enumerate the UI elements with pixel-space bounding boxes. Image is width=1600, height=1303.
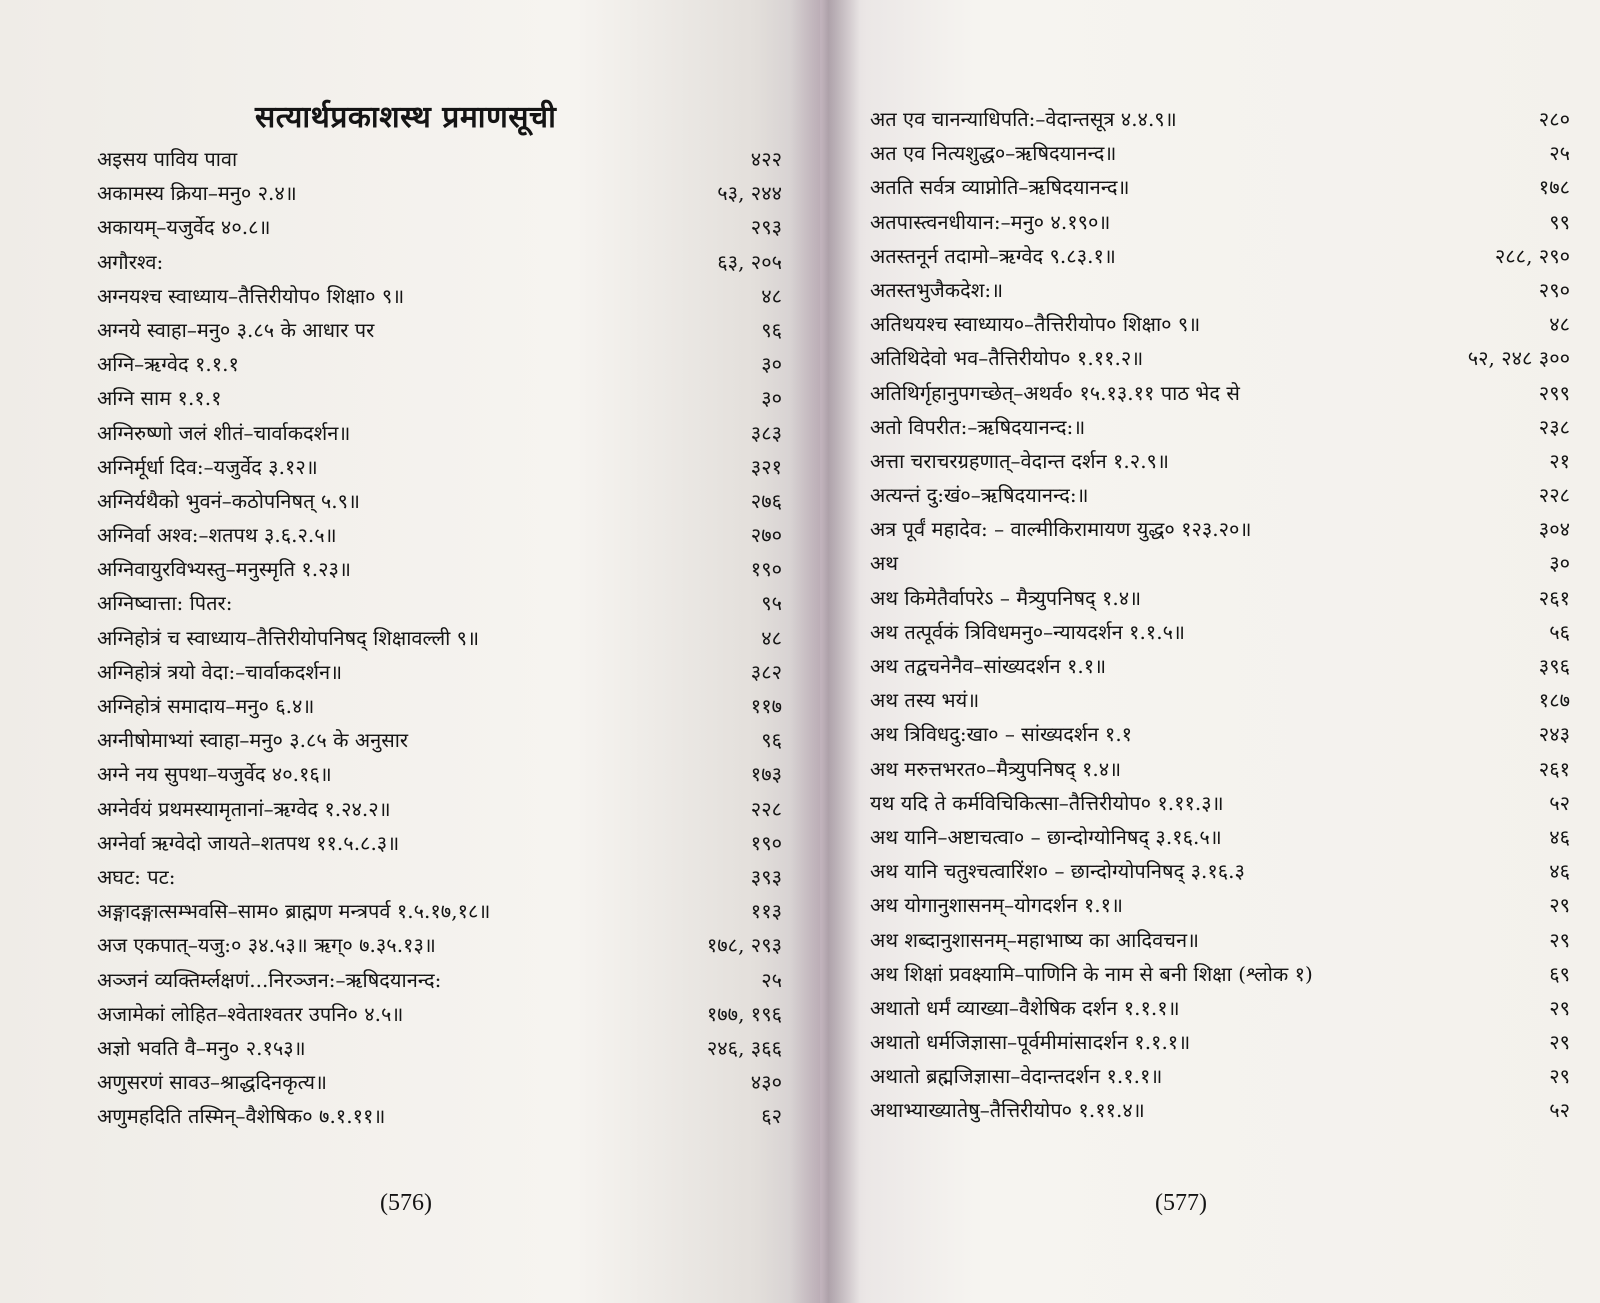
entry-page-numbers: ९६ xyxy=(761,728,782,753)
entry-page-numbers: ३० xyxy=(761,386,782,411)
index-entry xyxy=(870,273,1570,307)
left-entry-list xyxy=(97,142,782,1133)
index-entry xyxy=(97,347,782,381)
entry-text: अघट: पट: xyxy=(97,864,176,889)
entry-page-numbers: ३०४ xyxy=(1538,517,1570,542)
index-entry xyxy=(870,854,1570,888)
entry-page-numbers: २९० xyxy=(1538,277,1570,302)
entry-page-numbers: २१ xyxy=(1549,448,1570,473)
index-entry xyxy=(97,689,782,723)
entry-text: अत्ता चराचरग्रहणात्–वेदान्त दर्शन १.२.९॥ xyxy=(870,448,1169,473)
index-entry xyxy=(870,1025,1570,1059)
entry-page-numbers: ३८३ xyxy=(750,420,782,445)
index-entry xyxy=(97,552,782,586)
index-entry xyxy=(97,1031,782,1065)
entry-text: अज्ञो भवति वै–मनु० २.१५३॥ xyxy=(97,1035,306,1060)
entry-page-numbers: २९ xyxy=(1549,927,1570,952)
index-entry xyxy=(97,245,782,279)
entry-page-numbers: ११७ xyxy=(750,694,782,718)
entry-page-numbers: २९९ xyxy=(1538,380,1570,405)
entry-page-numbers: २५ xyxy=(761,967,782,992)
index-entry xyxy=(97,450,782,484)
entry-page-numbers: ४३० xyxy=(750,1070,782,1095)
entry-page-numbers: ५२ xyxy=(1549,790,1570,815)
entry-text: अत एव चानन्याधिपति:–वेदान्तसूत्र ४.४.९॥ xyxy=(870,107,1177,131)
entry-text: अतो विपरीत:–ऋषिदयानन्द:॥ xyxy=(870,414,1086,439)
entry-page-numbers: २३८ xyxy=(1538,414,1570,439)
entry-text: अग्निर्वा अश्व:–शतपथ ३.६.२.५॥ xyxy=(97,523,337,548)
entry-page-numbers: ६३, २०५ xyxy=(717,249,782,274)
right-page-number: (577) xyxy=(1155,1190,1207,1216)
entry-text: अथ तत्पूर्वकं त्रिविधमनु०–न्यायदर्शन १.१.५॥ xyxy=(870,619,1185,644)
index-entry xyxy=(97,1099,782,1133)
index-entry xyxy=(97,210,782,244)
entry-page-numbers: ४६ xyxy=(1549,859,1570,884)
entry-page-numbers: २२८ xyxy=(750,796,782,821)
index-entry xyxy=(97,1065,782,1099)
entry-text: अतति सर्वत्र व्याप्नोति–ऋषिदयानन्द॥ xyxy=(870,175,1130,200)
entry-page-numbers: १९० xyxy=(750,830,782,855)
entry-page-numbers: २९ xyxy=(1549,1030,1570,1055)
entry-text: अग्निवायुरविभ्यस्तु–मनुस्मृति १.२३॥ xyxy=(97,557,351,582)
entry-page-numbers: २२८ xyxy=(1538,483,1570,508)
entry-text: अग्नयश्च स्वाध्याय–तैत्तिरीयोप० शिक्षा० ९॥ xyxy=(97,283,405,308)
entry-page-numbers: २७० xyxy=(750,523,782,548)
entry-text: अकामस्य क्रिया–मनु० २.४॥ xyxy=(97,181,297,206)
index-entry xyxy=(870,205,1570,239)
index-entry xyxy=(870,376,1570,410)
entry-page-numbers: २८८, २९० xyxy=(1494,243,1570,268)
index-entry xyxy=(97,381,782,415)
entry-page-numbers: ६९ xyxy=(1549,961,1570,986)
entry-text: अथ तस्य भयं॥ xyxy=(870,688,980,713)
entry-text: अथाभ्याख्यातेषु–तैत्तिरीयोप० १.११.४॥ xyxy=(870,1098,1145,1123)
entry-page-numbers: ५२ xyxy=(1549,1098,1570,1123)
entry-page-numbers: ४८ xyxy=(761,625,782,650)
entry-page-numbers: ५३, २४४ xyxy=(717,181,782,206)
entry-page-numbers: २९ xyxy=(1549,1064,1570,1089)
entry-page-numbers: २९ xyxy=(1549,995,1570,1020)
entry-text: अत्र पूर्वं महादेव: – वाल्मीकिरामायण युद्ध० १२३.२०॥ xyxy=(870,517,1252,542)
entry-text: अतिथिदेवो भव–तैत्तिरीयोप० १.११.२॥ xyxy=(870,346,1144,371)
entry-text: अतपास्त्वनधीयान:–मनु० ४.१९०॥ xyxy=(870,209,1111,234)
index-entry xyxy=(870,102,1570,136)
entry-page-numbers: ३९६ xyxy=(1538,654,1570,678)
entry-page-numbers: १८७ xyxy=(1538,688,1570,713)
index-entry xyxy=(97,586,782,620)
index-entry xyxy=(97,416,782,450)
entry-text: अतिथिर्गृहानुपगच्छेत्–अथर्व० १५.१३.११ पाठ भेद से xyxy=(870,380,1240,405)
entry-text: अग्निहोत्रं च स्वाध्याय–तैत्तिरीयोपनिषद् शिक्षावल्ली ९॥ xyxy=(97,625,480,650)
entry-text: अग्निहोत्रं समादाय–मनु० ६.४॥ xyxy=(97,694,315,718)
entry-text: अथ तद्वचनेनैव–सांख्यदर्शन १.१॥ xyxy=(870,654,1107,678)
index-entry xyxy=(870,478,1570,512)
entry-text: यथ यदि ते कर्मविचिकित्सा–तैत्तिरीयोप० १.११.३॥ xyxy=(870,790,1224,815)
entry-text: अथ xyxy=(870,551,899,576)
entry-text: अग्नि साम १.१.१ xyxy=(97,386,222,411)
entry-text: अग्नीषोमाभ्यां स्वाहा–मनु० ३.८५ के अनुसार xyxy=(97,728,409,753)
entry-text: अथ शब्दानुशासनम्–महाभाष्य का आदिवचन॥ xyxy=(870,927,1200,952)
entry-text: अणुसरणं सावउ–श्राद्धदिनकृत्य॥ xyxy=(97,1070,327,1095)
entry-page-numbers: ३९३ xyxy=(750,864,782,889)
entry-text: अग्निरुष्णो जलं शीतं–चार्वाकदर्शन॥ xyxy=(97,420,351,445)
index-entry xyxy=(870,1059,1570,1093)
index-entry xyxy=(870,923,1570,957)
entry-page-numbers: ४२२ xyxy=(750,147,782,171)
book-gutter xyxy=(790,0,860,1303)
entry-text: अत एव नित्यशुद्ध०–ऋषिदयानन्द॥ xyxy=(870,141,1117,166)
entry-text: अइसय पाविय पावा xyxy=(97,147,238,171)
entry-text: अग्निर्यथैको भुवनं–कठोपनिषत् ५.९॥ xyxy=(97,488,360,513)
index-entry xyxy=(97,997,782,1031)
index-entry xyxy=(870,957,1570,991)
entry-text: अथ यानि–अष्टाचत्वा० – छान्दोग्योनिषद् ३.१६.५॥ xyxy=(870,824,1222,849)
index-entry xyxy=(97,860,782,894)
entry-text: अग्निष्वात्ता: पितर: xyxy=(97,591,233,616)
index-entry xyxy=(870,615,1570,649)
entry-text: अथ योगानुशासनम्–योगदर्शन १.१॥ xyxy=(870,893,1123,918)
entry-text: अथ यानि चतुश्चत्वारिंश० – छान्दोग्योपनिषद् ३.१६.३ xyxy=(870,859,1245,884)
right-entry-list xyxy=(870,102,1570,1128)
entry-text: अथ मरुत्तभरत०–मैत्र्युपनिषद् १.४॥ xyxy=(870,756,1122,781)
index-entry xyxy=(97,757,782,791)
index-entry xyxy=(97,484,782,518)
entry-page-numbers: १७३ xyxy=(750,762,782,787)
entry-page-numbers: ५२, २४८ ३०० xyxy=(1467,346,1570,371)
index-entry xyxy=(870,1093,1570,1127)
entry-text: अग्नि–ऋग्वेद १.१.१ xyxy=(97,352,239,377)
entry-page-numbers: ३० xyxy=(1549,551,1570,576)
page-title: सत्यार्थप्रकाशस्थ प्रमाणसूची xyxy=(255,100,557,135)
entry-text: अग्नेर्वा ऋग्वेदो जायते–शतपथ ११.५.८.३॥ xyxy=(97,830,400,855)
index-entry xyxy=(870,888,1570,922)
index-entry xyxy=(870,820,1570,854)
index-entry xyxy=(97,963,782,997)
index-entry xyxy=(97,655,782,689)
entry-page-numbers: ४८ xyxy=(761,283,782,308)
entry-page-numbers: ४६ xyxy=(1549,824,1570,849)
entry-page-numbers: २६१ xyxy=(1538,585,1570,610)
index-entry xyxy=(870,752,1570,786)
entry-text: अकायम्–यजुर्वेद ४०.८॥ xyxy=(97,215,271,240)
entry-text: अतस्तनूर्न तदामो–ऋग्वेद ९.८३.१॥ xyxy=(870,243,1116,268)
entry-text: अत्यन्तं दु:खं०–ऋषिदयानन्द:॥ xyxy=(870,483,1089,508)
entry-page-numbers: ४८ xyxy=(1549,312,1570,337)
entry-text: अग्ने नय सुपथा–यजुर्वेद ४०.१६॥ xyxy=(97,762,332,787)
left-page-number: (576) xyxy=(380,1190,432,1216)
entry-page-numbers: २४३ xyxy=(1538,722,1570,747)
index-entry xyxy=(870,341,1570,375)
entry-page-numbers: १७८, २९३ xyxy=(706,933,782,958)
index-entry xyxy=(870,410,1570,444)
index-entry xyxy=(870,239,1570,273)
index-entry xyxy=(870,444,1570,478)
index-entry xyxy=(97,792,782,826)
entry-page-numbers: २९३ xyxy=(750,215,782,240)
entry-page-numbers: ९९ xyxy=(1549,209,1570,234)
entry-text: अथ त्रिविधदु:खा० – सांख्यदर्शन १.१ xyxy=(870,722,1133,747)
index-entry xyxy=(870,136,1570,170)
entry-page-numbers: ९६ xyxy=(761,317,782,342)
entry-text: अणुमहदिति तस्मिन्–वैशेषिक० ७.१.११॥ xyxy=(97,1104,386,1129)
index-entry xyxy=(870,581,1570,615)
entry-page-numbers: ११३ xyxy=(750,899,782,924)
index-entry xyxy=(870,649,1570,683)
entry-text: अग्नेर्वयं प्रथमस्यामृतानां–ऋग्वेद १.२४.२॥ xyxy=(97,796,391,821)
index-entry xyxy=(97,723,782,757)
entry-text: अतस्तभुजैकदेश:॥ xyxy=(870,277,1004,302)
entry-text: अथ किमेतैर्वापरेऽ – मैत्र्युपनिषद् १.४॥ xyxy=(870,585,1142,610)
index-entry xyxy=(97,313,782,347)
index-entry xyxy=(870,991,1570,1025)
entry-page-numbers: २५ xyxy=(1549,141,1570,166)
entry-text: अजामेकां लोहित–श्वेताश्वतर उपनि० ४.५॥ xyxy=(97,1001,404,1026)
entry-page-numbers: ३२१ xyxy=(750,454,782,479)
entry-page-numbers: ३८२ xyxy=(750,659,782,684)
entry-page-numbers: २६१ xyxy=(1538,756,1570,781)
index-entry xyxy=(97,826,782,860)
entry-text: अथातो धर्मं व्याख्या–वैशेषिक दर्शन १.१.१॥ xyxy=(870,995,1180,1020)
entry-text: अग्निहोत्रं त्रयो वेदा:–चार्वाकदर्शन॥ xyxy=(97,659,343,684)
entry-page-numbers: २४६, ३६६ xyxy=(706,1035,782,1060)
entry-text: अग्नये स्वाहा–मनु० ३.८५ के आधार पर xyxy=(97,317,375,342)
entry-page-numbers: १७८ xyxy=(1538,175,1570,200)
entry-page-numbers: २८० xyxy=(1538,107,1570,131)
index-entry xyxy=(97,894,782,928)
index-entry xyxy=(97,142,782,176)
entry-text: अतिथयश्च स्वाध्याय०–तैत्तिरीयोप० शिक्षा० ९॥ xyxy=(870,312,1201,337)
index-entry xyxy=(870,307,1570,341)
entry-text: अथ शिक्षां प्रवक्ष्यामि–पाणिनि के नाम से बनी शिक्षा (श्लोक १) xyxy=(870,961,1313,986)
entry-page-numbers: ९५ xyxy=(761,591,782,616)
entry-text: अगौरश्व: xyxy=(97,249,164,274)
entry-page-numbers: १७७, १९६ xyxy=(706,1001,782,1026)
entry-page-numbers: ५६ xyxy=(1549,619,1570,644)
entry-text: अथातो धर्मजिज्ञासा–पूर्वमीमांसादर्शन १.१.१॥ xyxy=(870,1030,1191,1055)
entry-text: अथातो ब्रह्मजिज्ञासा–वेदान्तदर्शन १.१.१॥ xyxy=(870,1064,1163,1089)
entry-text: अज एकपात्–यजु:० ३४.५३॥ ऋग्० ७.३५.१३॥ xyxy=(97,933,436,958)
index-entry xyxy=(97,518,782,552)
index-entry xyxy=(870,512,1570,546)
entry-page-numbers: १९० xyxy=(750,557,782,582)
index-entry xyxy=(97,928,782,962)
index-entry xyxy=(870,170,1570,204)
index-entry xyxy=(870,683,1570,717)
entry-page-numbers: ६२ xyxy=(761,1104,782,1129)
index-entry xyxy=(97,176,782,210)
entry-page-numbers: ३० xyxy=(761,352,782,377)
entry-text: अग्निर्मूर्धा दिव:–यजुर्वेद ३.१२॥ xyxy=(97,454,318,479)
entry-page-numbers: २७६ xyxy=(750,488,782,513)
entry-text: अञ्जनं व्यक्तिर्म्लक्षणं...निरञ्जन:–ऋषिदयानन्द: xyxy=(97,967,442,992)
index-entry xyxy=(97,621,782,655)
entry-page-numbers: २९ xyxy=(1549,893,1570,918)
index-entry xyxy=(870,546,1570,580)
index-entry xyxy=(97,279,782,313)
entry-text: अङ्गादङ्गात्सम्भवसि–साम० ब्राह्मण मन्त्रपर्व १.५.१७,१८॥ xyxy=(97,899,491,924)
index-entry xyxy=(870,786,1570,820)
index-entry xyxy=(870,717,1570,751)
right-page xyxy=(820,0,1600,1303)
